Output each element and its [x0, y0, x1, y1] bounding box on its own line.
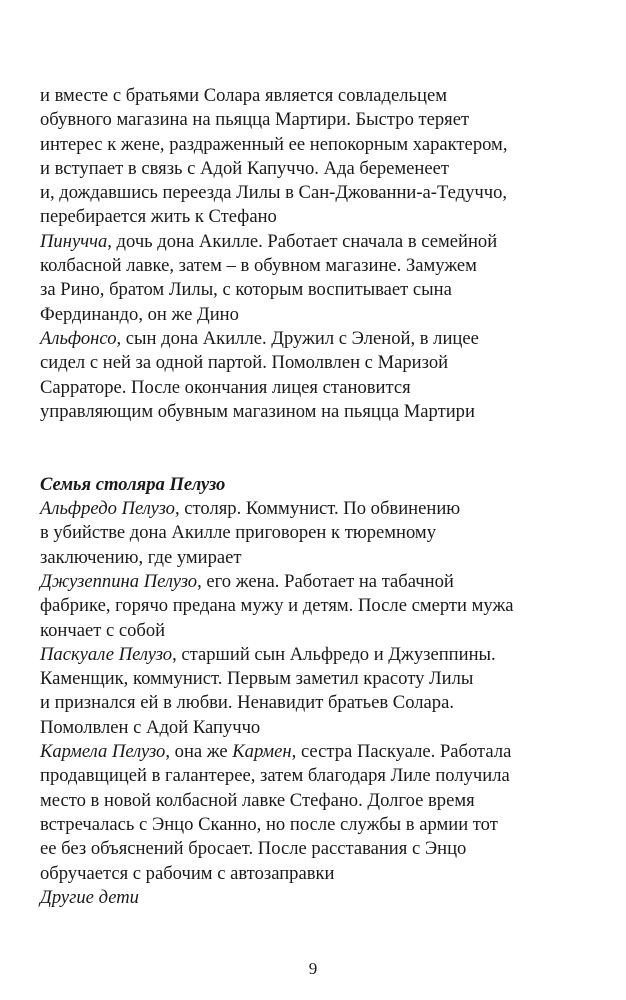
- character-name: Пинучча: [40, 230, 108, 252]
- character-name: Паскуале Пелузо: [40, 643, 173, 665]
- character-name: Другие дети: [40, 886, 139, 908]
- character-description: , сын дона Акилле. Дружил с Эленой, в лицее: [116, 327, 479, 349]
- section-spacer: [40, 424, 600, 473]
- text-line: Сарраторе. После окончания лицея становится: [40, 376, 411, 398]
- text-line: сидел с ней за одной партой. Помолвлен с Маризой: [40, 352, 449, 374]
- book-page-text: [40, 84, 600, 910]
- text-line: [40, 570, 600, 594]
- text-line: Помолвлен с Адой Капуччо: [40, 716, 261, 738]
- text-line: и, дождавшись переезда Лилы в Сан-Джованни-а-Тедуччо,: [40, 182, 508, 204]
- text-line: [40, 497, 600, 521]
- character-alias: Кармен: [232, 741, 292, 763]
- character-description: , старший сын Альфредо и Джузеппины.: [172, 643, 496, 665]
- text-line: [40, 230, 600, 254]
- character-description: , столяр. Коммунист. По обвинению: [174, 498, 461, 520]
- character-description: , его жена. Работает на табачной: [197, 570, 454, 592]
- text-line: место в новой колбасной лавке Стефано. Долгое время: [40, 789, 475, 811]
- text-line: колбасной лавке, затем – в обувном магазине. Замужем: [40, 255, 477, 277]
- character-description: , сестра Паскуале. Работала: [291, 741, 512, 763]
- character-name: Альфредо Пелузо: [40, 498, 175, 520]
- text-line: кончает с собой: [40, 619, 166, 641]
- text-line: в убийстве дона Акилле приговорен к тюремному: [40, 522, 436, 544]
- character-description: , она же: [165, 741, 233, 763]
- text-line: заключению, где умирает: [40, 546, 242, 568]
- text-line: [40, 886, 600, 910]
- text-line: встречалась с Энцо Сканно, но после службы в армии тот: [40, 813, 498, 835]
- text-line: управляющим обувным магазином на пьяцца Мартири: [40, 400, 475, 422]
- text-line: Каменщик, коммунист. Первым заметил красоту Лилы: [40, 668, 474, 690]
- text-line: обувного магазина на пьяцца Мартири. Быстро теряет: [40, 109, 470, 131]
- page-number: 9: [308, 959, 318, 978]
- character-name: Джузеппина Пелузо: [40, 570, 198, 592]
- text-line: обручается с рабочим с автозаправки: [40, 862, 335, 884]
- text-block-solara-family-continued: [40, 84, 600, 424]
- character-description: , дочь дона Акилле. Работает сначала в семейной: [107, 230, 498, 252]
- character-name: Альфонсо: [40, 327, 117, 349]
- text-line: [40, 740, 600, 764]
- section-heading: Семья столяра Пелузо: [40, 473, 226, 495]
- text-block-peluzo-family: [40, 473, 600, 910]
- text-line: продавщицей в галантерее, затем благодаря Лиле получила: [40, 765, 510, 787]
- text-line: фабрике, горячо предана мужу и детям. После смерти мужа: [40, 595, 514, 617]
- text-line: перебирается жить к Стефано: [40, 206, 277, 228]
- text-line: и вступает в связь с Адой Капуччо. Ада беременеет: [40, 157, 449, 179]
- character-name: Кармела Пелузо: [40, 741, 166, 763]
- text-line: [40, 643, 600, 667]
- text-line: [40, 327, 600, 351]
- text-line: за Рино, братом Лилы, с которым воспитывает сына: [40, 279, 452, 301]
- text-line: и признался ей в любви. Ненавидит братьев Солара.: [40, 692, 454, 714]
- text-line: Фердинандо, он же Дино: [40, 303, 239, 325]
- text-line: и вместе с братьями Солара является совладельцем: [40, 85, 447, 106]
- text-line: интерес к жене, раздраженный ее непокорным характером,: [40, 133, 508, 155]
- text-line: ее без объяснений бросает. После расставания с Энцо: [40, 838, 467, 860]
